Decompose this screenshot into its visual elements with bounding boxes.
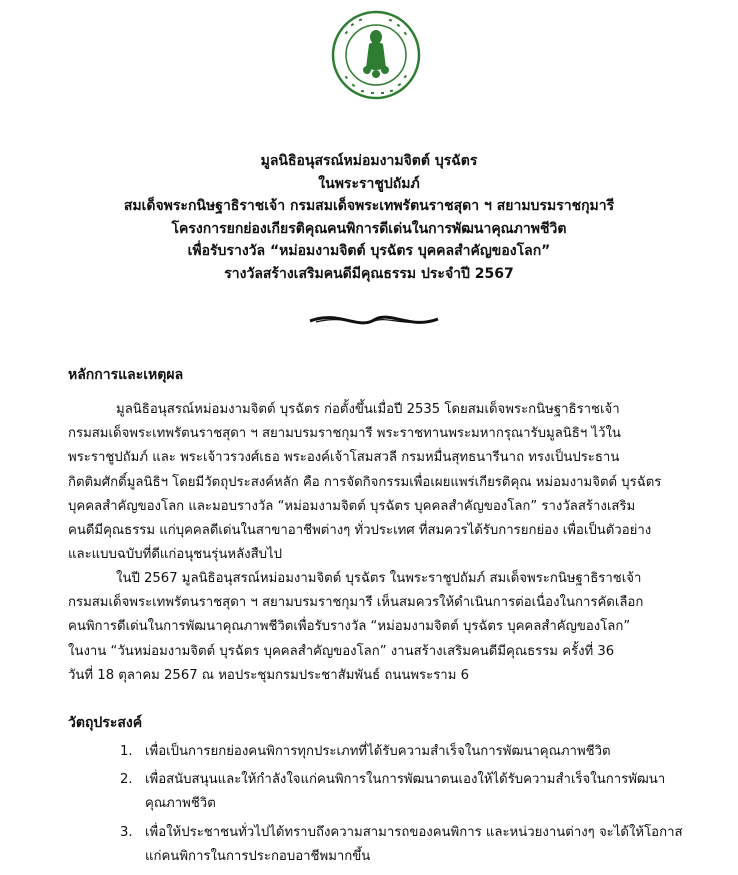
paragraph-line: มูลนิธิอนุสรณ์หม่อมงามจิตต์ บุรฉัตร ก่อตั้งขึ้นเมื่อปี 2535 โดยสมเด็จพระกนิษฐาธิราชเจ้า [116,402,620,417]
list-item [120,768,710,816]
section-title-objectives: วัตถุประสงค์ [68,715,143,731]
list-item-number: 3. [120,824,133,840]
paragraph-line: คนดีมีคุณธรรม แก่บุคคลดีเด่นในสาขาอาชีพต่างๆ ทั่วประเทศ ที่สมควรได้รับการยกย่อง เพื่อเป็นตัวอย่าง [68,523,652,539]
rationale-paragraph-1 [68,398,698,567]
list-item-number: 2. [120,772,133,788]
list-item [120,740,710,764]
list-item-text: คุณภาพชีวิต [145,796,216,812]
section-title-rationale: หลักการและเหตุผล [68,367,184,383]
paragraph-line: พระราชูปถัมภ์ และ พระเจ้าวรวงศ์เธอ พระองค์เจ้าโสมสวลี กรมหมื่นสุทธนารีนาถ ทรงเป็นประธาน [68,450,620,466]
paragraph-line: คนพิการดีเด่นในการพัฒนาคุณภาพชีวิตเพื่อรับรางวัล “หม่อมงามจิตต์ บุรฉัตร บุคคลสำคัญของโลก” [68,619,631,635]
paragraph-line: ในงาน “วันหม่อมงามจิตต์ บุรฉัตร บุคคลสำคัญของโลก” งานสร้างเสริมคนดีมีคุณธรรม ครั้งที่ 36 [68,643,615,659]
foundation-name: มูลนิธิอนุสรณ์หม่อมงามจิตต์ บุรฉัตร [260,153,478,169]
paragraph-line: กรมสมเด็จพระเทพรัตนราชสุดา ฯ สยามบรมราชกุมารี พระราชทานพระมหากรุณารับมูลนิธิฯ ไว้ใน [68,426,621,442]
objectives-list [120,740,710,873]
foundation-seal-icon [331,10,421,100]
foundation-logo [331,10,421,100]
list-item [120,821,710,869]
list-item-number: 1. [120,744,133,759]
award-name: เพื่อรับรางวัล “หม่อมงามจิตต์ บุรฉัตร บุคคลสำคัญของโลก” [187,243,551,259]
list-item-text: แก่คนพิการในการประกอบอาชีพมากขึ้น [145,848,371,864]
list-item-text: เพื่อให้ประชาชนทั่วไปได้ทราบถึงความสามารถของคนพิการ และหน่วยงานต่างๆ จะได้ให้โอกาส [145,824,683,840]
royal-patronage: ในพระราชูปถัมภ์ [318,175,420,192]
document-header [0,150,738,285]
paragraph-line: กรมสมเด็จพระเทพรัตนราชสุดา ฯ สยามบรมราชกุมารี เห็นสมควรให้ดำเนินการต่อเนื่องในการคัดเลือก [68,595,644,611]
list-item-text: เพื่อสนับสนุนและให้กำลังใจแก่คนพิการในการพัฒนาตนเองให้ได้รับความสำเร็จในการพัฒนา [145,772,666,788]
award-year: รางวัลสร้างเสริมคนดีมีคุณธรรม ประจำปี 2567 [224,265,514,282]
paragraph-line: ในปี 2567 มูลนิธิอนุสรณ์หม่อมงามจิตต์ บุรฉัตร ในพระราชูปถัมภ์ สมเด็จพระกนิษฐาธิราชเจ้า [116,571,642,586]
list-item-text: เพื่อเป็นการยกย่องคนพิการทุกประเภทที่ได้รับความสำเร็จในการพัฒนาคุณภาพชีวิต [145,744,611,759]
project-name: โครงการยกย่องเกียรติคุณคนพิการดีเด่นในการพัฒนาคุณภาพชีวิต [171,220,567,237]
paragraph-line: บุคคลสำคัญของโลก และมอบรางวัล “หม่อมงามจิตต์ บุรฉัตร บุคคลสำคัญของโลก” รางวัลสร้างเสริม [68,498,636,514]
paragraph-line: กิตติมศักดิ์มูลนิธิฯ โดยมีวัตถุประสงค์หลัก คือ การจัดกิจกรรมเพื่อเผยแพร่เกียรติคุณ หม่อมงามจิตต์ บุรฉัตร [68,474,662,490]
paragraph-line: วันที่ 18 ตุลาคม 2567 ณ หอประชุมกรมประชาสัมพันธ์ ถนนพระราม 6 [68,667,469,683]
rationale-paragraph-2 [68,567,698,688]
paragraph-line: และแบบฉบับที่ดีแก่อนุชนรุ่นหลังสืบไป [68,547,283,563]
patron-title: สมเด็จพระกนิษฐาธิราชเจ้า กรมสมเด็จพระเทพรัตนราชสุดา ฯ สยามบรมราชกุมารี [123,198,615,214]
ornamental-divider [308,308,440,332]
